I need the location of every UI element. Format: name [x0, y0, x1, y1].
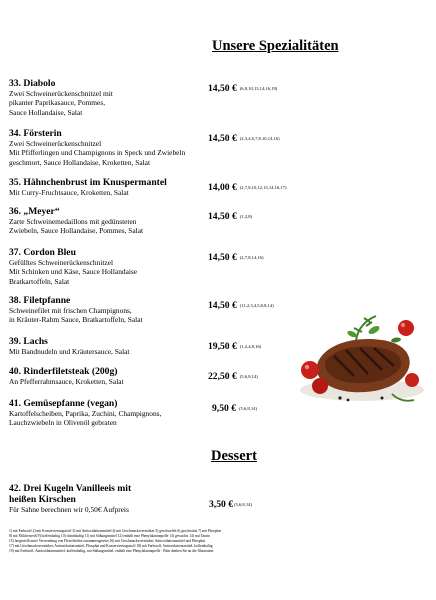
- item-title: 35. Hähnchenbrust im Knuspermantel: [9, 177, 167, 188]
- item-description-line: Kartoffelscheiben, Paprika, Zuchini, Champignons,: [9, 409, 162, 418]
- item-allergens: (6,8,10,13,14,16,19): [239, 86, 278, 91]
- item-title: 38. Filetpfanne: [9, 295, 71, 306]
- herb-leaf: [367, 324, 380, 335]
- item-title: 36. „Meyer“: [9, 206, 60, 217]
- allergen-footnotes: [9, 529, 309, 554]
- item-description-line: pikanter Paprikasauce, Pommes,: [9, 98, 106, 108]
- item-description-line: Zwiebeln, Sauce Hollandaise, Pommes, Salat: [9, 226, 144, 236]
- item-title: 40. Rinderfiletsteak (200g): [9, 366, 118, 377]
- item-allergens: (1,2,4,8,16): [239, 344, 262, 349]
- footnote-line: 8) mit Milcheiweiß 9) koffeinhaltig 10) chininhaltig 11) mit Süßungsmittel 12) enthält eine Phenylalaninquelle 13) gewachst 14) mit Taurin: [9, 533, 210, 538]
- item-description-line: Zarte Schweinemedaillons mit gedünsteten: [9, 217, 137, 226]
- item-title: 37. Cordon Bleu: [9, 247, 76, 258]
- item-description-line: Bratkartoffeln, Salat: [9, 276, 70, 286]
- item-price-row: [208, 78, 277, 96]
- item-description-line: Lauchzwiebeln in Olivenöl gebraten: [9, 418, 117, 428]
- item-price-row: [209, 494, 252, 512]
- item-description-line: in Kräuter-Rahm Sauce, Bratkartoffeln, Salat: [9, 315, 143, 325]
- item-description-line: Für Sahne berechnen wir 0,50€ Aufpreis: [9, 505, 129, 514]
- item-price: 14,50 €: [208, 300, 237, 311]
- item-description-line: Gefülltes Schweinerückenschnitzel: [9, 258, 114, 267]
- item-price-row: [208, 295, 274, 313]
- item-description-line: Zwei Schweinerückenschnitzel: [9, 139, 102, 148]
- item-description-line: Schweinefilet mit frischen Champignons,: [9, 306, 132, 315]
- tomato-icon: [398, 320, 414, 336]
- item-description-line: An Pfefferrahmsauce, Kroketten, Salat: [9, 377, 124, 386]
- footnote-line: 17) mit Geschmacksverstärker, Antioxidationsmittel, Phosphat und Konservierungsstoff 18) mit Farbstoff, Antioxidationsmittel, koffeinhaltig: [9, 543, 213, 548]
- item-price: 14,50 €: [208, 211, 237, 222]
- menu-item-42: [9, 483, 429, 514]
- steak-dish-image: [296, 310, 432, 410]
- item-allergens: (5,6,8,14): [238, 406, 257, 411]
- item-price: 22,50 €: [208, 371, 237, 382]
- item-price: 14,50 €: [208, 252, 237, 263]
- item-price-row: [212, 398, 257, 416]
- item-description-line: Mit Curry-Fruchtsauce, Kroketten, Salat: [9, 188, 129, 197]
- item-title: 34. Försterin: [9, 128, 62, 139]
- item-allergens: (5,6,8,14): [233, 502, 252, 507]
- item-title: 41. Gemüsepfanne (vegan): [9, 398, 118, 409]
- item-price-row: [208, 336, 261, 354]
- item-price: 19,50 €: [208, 341, 237, 352]
- pepper-icon: [347, 399, 350, 402]
- item-description-line: Mit Pfifferlingen und Champignons in Speck und Zwiebeln: [9, 148, 186, 158]
- menu-item-37: [9, 247, 429, 286]
- tomato-icon: [301, 361, 319, 379]
- pepper-icon: [381, 397, 384, 400]
- item-description-line: Mit Schinken und Käse, Sauce Hollandaise: [9, 267, 138, 277]
- item-allergens: (5,6,8,14): [239, 374, 258, 379]
- item-allergens: (2,7,8,14,16): [239, 255, 264, 260]
- item-price: 3,50 €: [209, 499, 233, 510]
- item-price-row: [208, 206, 252, 224]
- item-allergens: (1,2,8): [239, 214, 253, 219]
- tomato-highlight: [401, 323, 405, 327]
- item-price-row: [208, 366, 258, 384]
- menu-item-35: [9, 177, 429, 197]
- footnote-line: 15) hergestellt unter Verwendung von Fleischteilen zusammengesetzt 16) mit Geschmacksverstärker, Antioxidationsmittel und Phosphat: [9, 538, 206, 543]
- item-price: 14,50 €: [208, 133, 237, 144]
- item-description-line: Mit Bandnudeln und Kräutersauce, Salat: [9, 347, 130, 356]
- item-description-line: Sauce Hollandaise, Salat: [9, 107, 83, 117]
- item-allergens: (11,2,3,4,5,6,8,14): [239, 303, 274, 308]
- menu-item-36: [9, 206, 429, 236]
- item-title: 42. Drei Kugeln Vanilleeis mit: [9, 483, 132, 494]
- dessert-heading: Dessert: [211, 448, 257, 464]
- herb-leaf: [391, 337, 402, 343]
- tomato-icon: [405, 373, 419, 387]
- item-description-line: Zwei Schweinerückenschnitzel mit: [9, 89, 113, 98]
- item-allergens: (2,3,4,6,7,8,10,14,16): [239, 136, 280, 141]
- menu-item-33: [9, 78, 429, 117]
- item-title: 33. Diabolo: [9, 78, 56, 89]
- item-title: heißen Kirschen: [9, 494, 76, 505]
- footnote-line: 19) mit Farbstoff, Antioxidationsmittel, koffeinhaltig, mit Süßungsmittel, enthält eine Phenylalaninquelle · Bitte denken Sie an die Illustration: [9, 548, 214, 553]
- item-description-line: geschmort, Sauce Hollandaise, Kroketten, Salat: [9, 157, 150, 167]
- menu-item-34: [9, 128, 429, 167]
- pepper-icon: [338, 396, 341, 399]
- item-price-row: [208, 247, 264, 265]
- item-price-row: [208, 177, 286, 195]
- item-price-row: [208, 128, 280, 146]
- item-price: 14,00 €: [208, 182, 237, 193]
- tomato-highlight: [305, 365, 309, 369]
- item-title: 39. Lachs: [9, 336, 48, 347]
- item-price: 14,50 €: [208, 83, 237, 94]
- item-allergens: (2,7,8,10,12,13,14,16,17): [239, 185, 287, 190]
- item-price: 9,50 €: [212, 403, 236, 414]
- footnote-line: 1) mit Farbstoff 2) mit Konservierungsstoff 3) mit Antioxidationsmittel 4) mit Geschmacksverstärker 5) geschwefelt 6) geschwärzt 7) mit Phosphat: [9, 529, 222, 533]
- specials-heading: Unsere Spezialitäten: [212, 38, 339, 54]
- tomato-icon: [312, 378, 328, 394]
